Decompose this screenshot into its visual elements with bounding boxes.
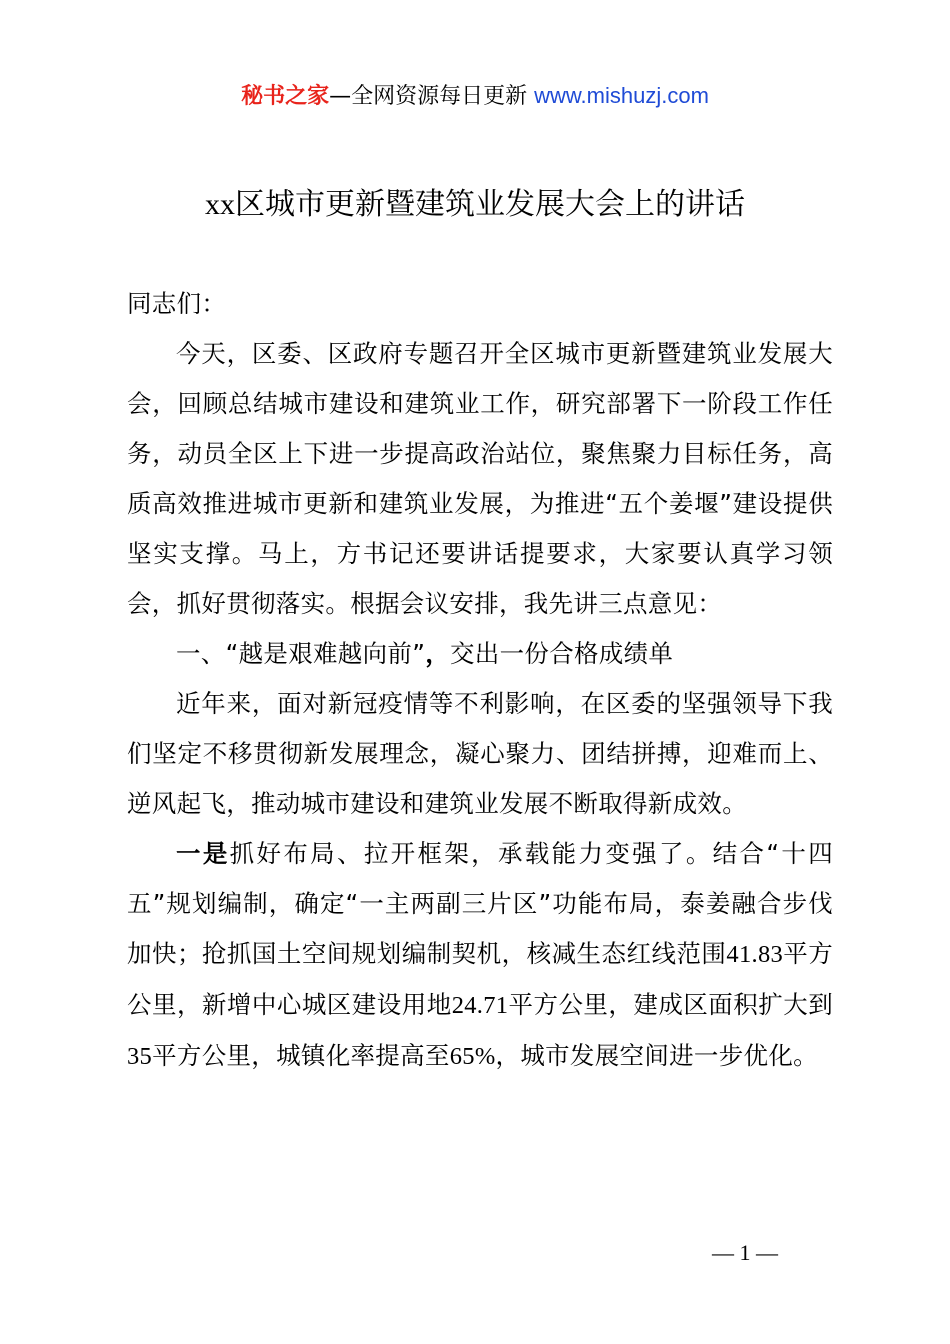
page-number: — 1 —	[712, 1240, 778, 1265]
point-1-text-c: 平方公里，建成区面积扩大到	[508, 990, 833, 1019]
point-1-number-b: 24.71	[451, 992, 509, 1019]
watermark-brand: 秘书之家	[241, 84, 330, 109]
point-1-number-d: 65%	[449, 1043, 496, 1070]
section-1-intro-paragraph: 近年来，面对新冠疫情等不利影响，在区委的坚强领导下我们坚定不移贯彻新发展理念，凝心聚力、团结拼搏，迎难而上、逆风起飞，推动城市建设和建筑业发展不断取得新成效。	[127, 689, 833, 818]
document-title	[0, 181, 950, 229]
point-1-paragraph	[127, 829, 833, 1082]
point-1-text-e: ，城市发展空间进一步优化。	[495, 1041, 818, 1070]
site-watermark	[0, 78, 950, 115]
watermark-tagline: —全网资源每日更新	[329, 84, 535, 109]
watermark-url-link[interactable]: www.mishuzj.com	[534, 83, 709, 108]
point-1-text-b: 平方公里，新增中心城区建设用地	[127, 939, 833, 1019]
point-1-text-a: 抓好布局、拉开框架，承载能力变强了。结合“十四五”规划编制，确定“一主两副三片区”功能布局，泰姜融合步伐加快；抢抓国土空间规划编制契机，核减生态红线范围	[127, 839, 833, 968]
section-1-heading-c: 交出一份合格成绩单	[450, 639, 674, 668]
title-prefix: xx	[205, 188, 235, 221]
point-1-lead: 一是	[176, 839, 230, 868]
salutation: 同志们：	[127, 289, 227, 318]
section-1-heading-a: 一、“越是艰难越向前”	[176, 639, 426, 668]
point-1-number-c: 35	[127, 1043, 153, 1070]
title-main: 区城市更新暨建筑业发展大会上的讲话	[235, 187, 745, 222]
section-1-heading	[127, 629, 833, 679]
document-body	[127, 279, 833, 1082]
point-1-text-d: 平方公里，城镇化率提高至	[152, 1041, 450, 1070]
point-1-number-a: 41.83	[726, 941, 784, 968]
intro-paragraph: 今天，区委、区政府专题召开全区城市更新暨建筑业发展大会，回顾总结城市建设和建筑业工作，研究部署下一阶段工作任务，动员全区上下进一步提高政治站位，聚焦聚力目标任务，高质高效推进城市更新和建筑业发展，为推进“五个姜堰”建设提供坚实支撑。马上，方书记还要讲话提要求，大家要认真学习领会，抓好贯彻落实。根据会议安排，我先讲三点意见：	[127, 339, 833, 618]
section-1-heading-b: ，	[425, 639, 450, 668]
